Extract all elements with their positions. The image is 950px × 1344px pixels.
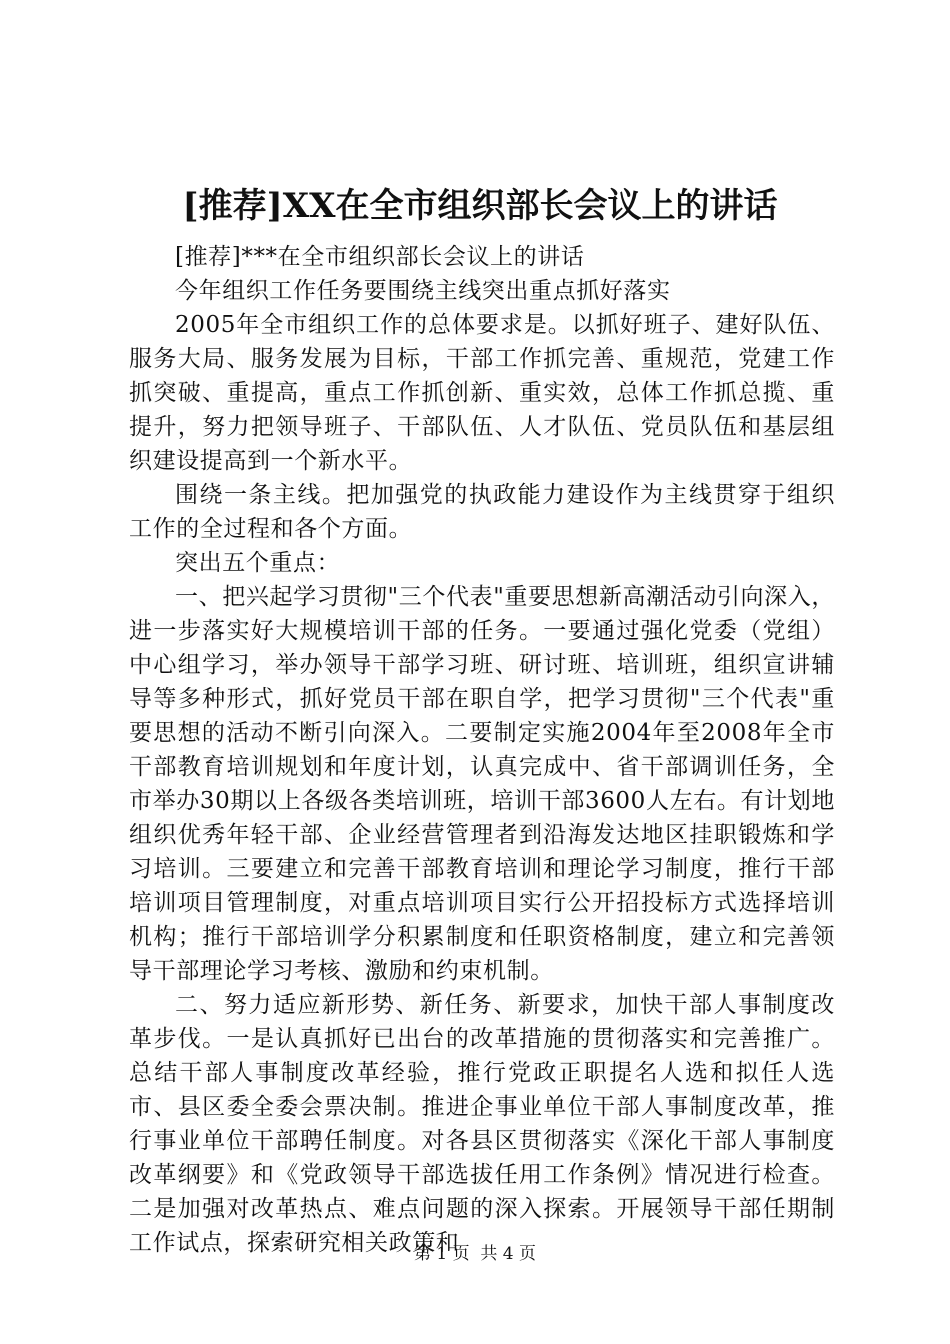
paragraph-heading: 今年组织工作任务要围绕主线突出重点抓好落实 [175, 278, 671, 304]
paragraph: 二、努力适应新形势、新任务、新要求，加快干部人事制度改革步伐。一是认真抓好已出台的改革措施的贯彻落实和完善推广。总结干部人事制度改革经验，推行党政正职提名人选和拟任人选市、县区委全委会票决制。推进企事业单位干部人事制度改革，推行事业单位干部聘任制度。对各县区贯彻落实《深化干部人事制度改革纲要》和《党政领导干部选拔任用工作条例》情况进行检查。二是加强对改革热点、难点问题的深入探索。开展领导干部任期制工作试点，探索研究相关政策和 [129, 992, 835, 1256]
paragraph: 一、把兴起学习贯彻"三个代表"重要思想新高潮活动引向深入，进一步落实好大规模培训干部的任务。一要通过强化党委（党组）中心组学习，举办领导干部学习班、研讨班、培训班，组织宣讲辅导等多种形式，抓好党员干部在职自学，把学习贯彻"三个代表"重要思想的活动不断引向深入。二要制定实施2004年至2008年全市干部教育培训规划和年度计划，认真完成中、省干部调训任务，全市举办30期以上各级各类培训班，培训干部3600人左右。有计划地组织优秀年轻干部、企业经营管理者到沿海发达地区挂职锻炼和学习培训。三要建立和完善干部教育培训和理论学习制度，推行干部培训项目管理制度，对重点培训项目实行公开招投标方式选择培训机构；推行干部培训学分积累制度和任职资格制度，建立和完善领导干部理论学习考核、激励和约束机制。 [129, 584, 835, 984]
paragraph: 2005年全市组织工作的总体要求是。以抓好班子、建好队伍、服务大局、服务发展为目标，干部工作抓完善、重规范，党建工作抓突破、重提高，重点工作抓创新、重实效，总体工作抓总揽、重提升，努力把领导班子、干部队伍、人才队伍、党员队伍和基层组织建设提高到一个新水平。 [129, 312, 835, 474]
document-title: [推荐]XX在全市组织部长会议上的讲话 [182, 186, 778, 226]
document-body [129, 240, 835, 1260]
paragraph-subtitle: [推荐]***在全市组织部长会议上的讲话 [175, 244, 585, 270]
paragraph: 突出五个重点： [175, 550, 341, 576]
page-number-footer: 第 1 页 共 4 页 [413, 1244, 537, 1264]
paragraph: 围绕一条主线。把加强党的执政能力建设作为主线贯穿于组织工作的全过程和各个方面。 [129, 482, 835, 542]
